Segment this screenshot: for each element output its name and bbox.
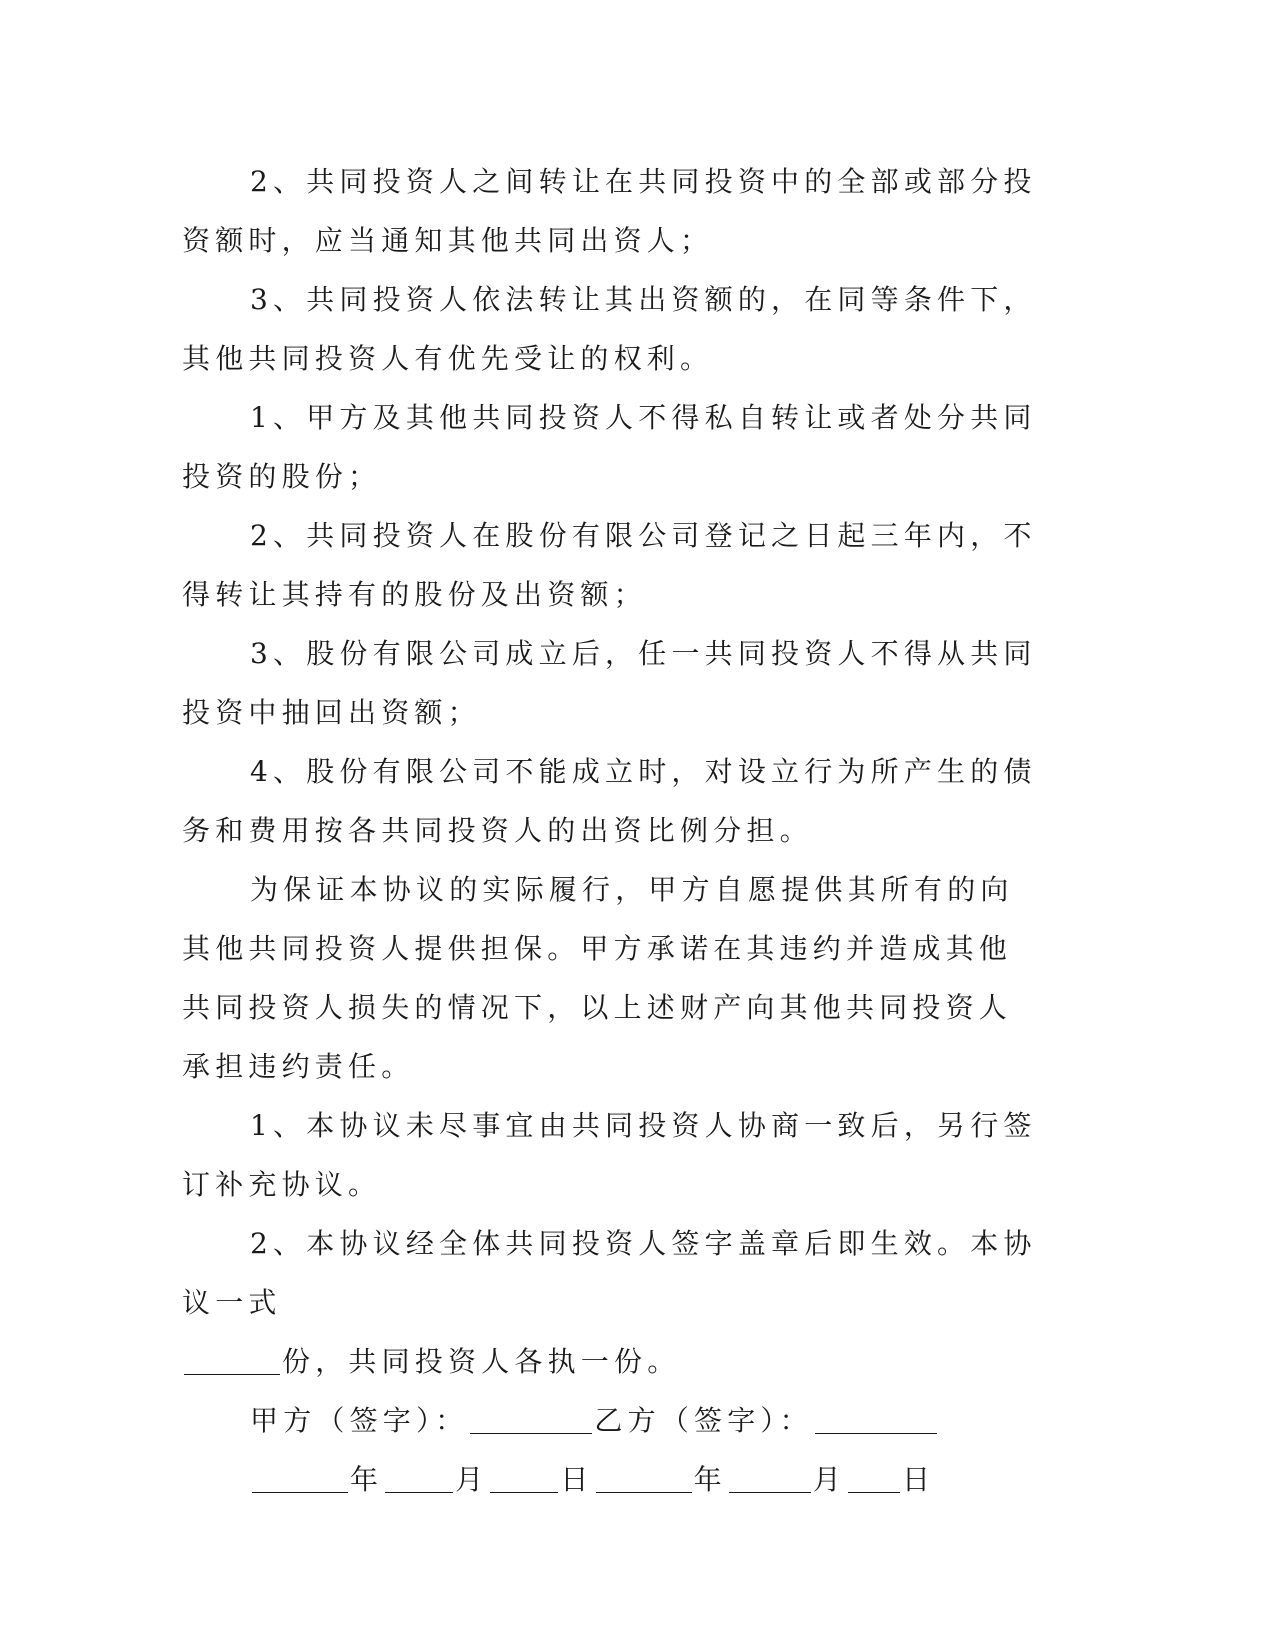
party-b-day-blank[interactable] bbox=[848, 1464, 900, 1493]
paragraph-supplement: 1、本协议未尽事宜由共同投资人协商一致后，另行签订补充协议。 bbox=[182, 1109, 1037, 1201]
paragraph-three-year-lock: 2、共同投资人在股份有限公司登记之日起三年内，不得转让其持有的股份及出资额； bbox=[182, 519, 1037, 611]
party-a-day-label: 日 bbox=[560, 1463, 594, 1496]
party-a-label: 甲方（签字）： bbox=[250, 1404, 469, 1437]
party-b-day-label: 日 bbox=[902, 1463, 936, 1496]
party-a-year-label: 年 bbox=[350, 1463, 384, 1496]
date-row bbox=[182, 1450, 1042, 1509]
paragraph-cost-sharing: 4、股份有限公司不能成立时，对设立行为所产生的债务和费用按各共同投资人的出资比例分担。 bbox=[182, 755, 1037, 847]
signature-row bbox=[182, 1391, 1042, 1450]
party-b-month-label: 月 bbox=[812, 1463, 847, 1496]
paragraph-no-private-transfer: 1、甲方及其他共同投资人不得私自转让或者处分共同投资的股份； bbox=[182, 401, 1037, 493]
party-b-month-blank[interactable] bbox=[729, 1464, 811, 1493]
copies-blank[interactable] bbox=[184, 1346, 280, 1375]
document-page bbox=[182, 152, 1042, 1509]
party-b-year-label: 年 bbox=[693, 1463, 727, 1496]
party-a-month-label: 月 bbox=[455, 1463, 489, 1496]
party-a-month-blank[interactable] bbox=[385, 1464, 453, 1493]
party-a-day-blank[interactable] bbox=[490, 1464, 558, 1493]
paragraph-priority-right: 3、共同投资人依法转让其出资额的，在同等条件下，其他共同投资人有优先受让的权利。 bbox=[182, 283, 1037, 375]
paragraph-guarantee: 为保证本协议的实际履行，甲方自愿提供其所有的向其他共同投资人提供担保。甲方承诺在其违约并造成其他共同投资人损失的情况下，以上述财产向其他共同投资人承担违约责任。 bbox=[182, 873, 1014, 1083]
paragraph-effective-line2 bbox=[182, 1332, 1042, 1391]
party-a-year-blank[interactable] bbox=[252, 1464, 348, 1493]
party-b-year-blank[interactable] bbox=[596, 1464, 692, 1493]
paragraph-transfer-notice: 2、共同投资人之间转让在共同投资中的全部或部分投资额时，应当通知其他共同出资人； bbox=[182, 165, 1037, 257]
paragraph-effective-line1: 2、本协议经全体共同投资人签字盖章后即生效。本协议一式 bbox=[182, 1227, 1037, 1319]
paragraph-no-withdrawal: 3、股份有限公司成立后，任一共同投资人不得从共同投资中抽回出资额； bbox=[182, 637, 1037, 729]
party-b-label: 乙方（签字）： bbox=[594, 1404, 813, 1437]
party-a-signature-blank[interactable] bbox=[470, 1405, 592, 1434]
copies-suffix: 份，共同投资人各执一份。 bbox=[282, 1345, 681, 1378]
party-b-signature-blank[interactable] bbox=[815, 1405, 937, 1434]
